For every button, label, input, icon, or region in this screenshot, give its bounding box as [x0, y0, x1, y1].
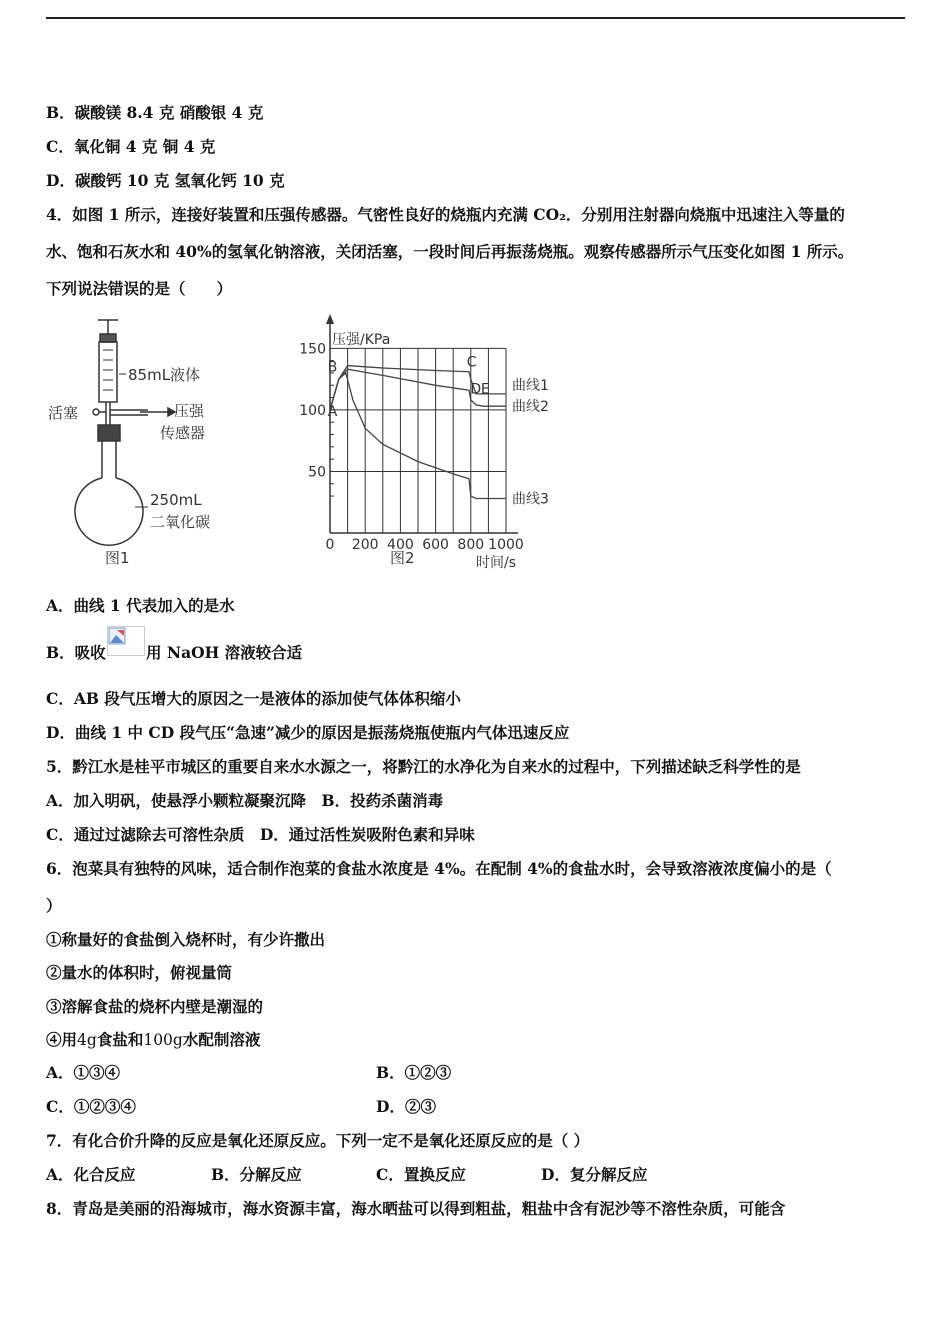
series-label-2: 曲线2 — [512, 399, 549, 416]
point-label-b: B — [327, 359, 338, 376]
q4-stem-line2: 水、饱和石灰水和 40%的氢氧化钠溶液，关闭活塞，一段时间后再振荡烧瓶。观察传感器所示气压变化如图 1 所示。 — [46, 242, 854, 261]
q4-stem-line3: 下列说法错误的是（ ） — [46, 279, 233, 298]
y-axis-label: 压强/KPa — [332, 332, 391, 348]
q6-item-4-b: 4g — [77, 1031, 97, 1049]
q5-options-cd: C．通过过滤除去可溶性杂质 D．通过活性炭吸附色素和异味 — [46, 825, 475, 844]
label-sensor-2: 传感器 — [160, 424, 206, 442]
q6-item-2: ②量水的体积时，俯视量筒 — [46, 963, 233, 982]
q6-option-a: A．①③④ — [46, 1063, 121, 1082]
label-valve: 活塞 — [48, 404, 79, 422]
label-gas-1: 250mL — [150, 491, 202, 509]
x-axis-label: 时间/s — [476, 555, 517, 571]
q4-option-d: D．曲线 1 中 CD 段气压“急速”减少的原因是振荡烧瓶使瓶内气体迅速反应 — [46, 723, 570, 742]
q7-option-b: B．分解反应 — [211, 1165, 302, 1184]
x-tick-label: 1000 — [488, 537, 524, 553]
q6-item-1: ①称量好的食盐倒入烧杯时，有少许撒出 — [46, 930, 326, 949]
plunger-head — [100, 334, 116, 342]
q6-item-4-c: 食盐和 — [96, 1030, 144, 1049]
y-tick-label: 50 — [308, 464, 326, 481]
stopper — [98, 425, 120, 441]
q4-option-b-pre: B．吸收 — [46, 643, 106, 662]
q4-option-a: A．曲线 1 代表加入的是水 — [46, 596, 235, 615]
q7-stem: 7．有化合价升降的反应是氧化还原反应。下列一定不是氧化还原反应的是（ ） — [46, 1131, 590, 1150]
y-tick-label: 150 — [299, 341, 326, 358]
q6-option-c: C．①②③④ — [46, 1097, 136, 1116]
q7-option-c: C．置换反应 — [376, 1165, 466, 1184]
q6-stem-end: ） — [46, 896, 62, 915]
series-label-3: 曲线3 — [512, 491, 549, 508]
y-axis-arrow — [326, 314, 334, 324]
q6-item-4 — [46, 1030, 260, 1050]
x-tick-label: 400 — [387, 537, 414, 553]
x-tick-label: 600 — [422, 537, 449, 553]
point-label-e: E — [480, 381, 490, 398]
q6-item-4-a: ④用 — [46, 1030, 78, 1049]
q6-option-b: B．①②③ — [376, 1063, 452, 1082]
q6-item-3: ③溶解食盐的烧杯内壁是潮湿的 — [46, 997, 264, 1016]
top-rule — [46, 17, 905, 19]
broken-image-glyph — [108, 627, 144, 655]
label-gas-2: 二氧化碳 — [150, 513, 211, 531]
q7-option-d: D．复分解反应 — [541, 1165, 648, 1184]
fig1-caption: 图1 — [105, 549, 130, 567]
syringe-barrel — [99, 342, 117, 402]
x-tick-label: 0 — [325, 537, 335, 553]
q3-option-c: C．氧化铜 4 克 铜 4 克 — [46, 137, 216, 156]
q4-option-b-post: 用 NaOH 溶液较合适 — [146, 643, 303, 662]
q3-option-d: D．碳酸钙 10 克 氢氧化钙 10 克 — [46, 171, 285, 190]
q6-option-d: D．②③ — [376, 1097, 436, 1116]
label-liquid: 85mL液体 — [128, 366, 201, 384]
q4-figure-svg — [40, 310, 580, 575]
q6-item-4-d: 100g — [143, 1031, 183, 1049]
q6-stem: 6．泡菜具有独特的风味，适合制作泡菜的食盐水浓度是 4%。在配制 4%的食盐水时，会导致溶液浓度偏小的是（ — [46, 859, 832, 878]
fig2-caption: 图2 — [390, 549, 415, 567]
label-sensor-1: 压强 — [174, 402, 205, 420]
point-label-c: C — [466, 354, 477, 371]
q4-stem-line1: 4．如图 1 所示，连接好装置和压强传感器。气密性良好的烧瓶内充满 CO₂．分别用注射器向烧瓶中迅速注入等量的 — [46, 205, 845, 224]
flask-bulb — [75, 478, 143, 545]
point-label-d: D — [470, 381, 482, 398]
x-tick-label: 800 — [457, 537, 485, 553]
series-label-1: 曲线1 — [512, 377, 549, 394]
q5-stem: 5．黔江水是桂平市城区的重要自来水水源之一，将黔江的水净化为自来水的过程中，下列描述缺乏科学性的是 — [46, 757, 801, 776]
q3-option-b: B．碳酸镁 8.4 克 硝酸银 4 克 — [46, 103, 264, 122]
q4-figure — [40, 310, 580, 575]
q6-item-4-e: 水配制溶液 — [182, 1030, 261, 1049]
q4-option-c: C．AB 段气压增大的原因之一是液体的添加使气体体积缩小 — [46, 689, 461, 708]
q5-options-ab: A．加入明矾，使悬浮小颗粒凝聚沉降 B．投药杀菌消毒 — [46, 791, 444, 810]
broken-image-icon — [107, 626, 145, 656]
pressure-chart — [299, 314, 549, 571]
valve-handle — [93, 409, 99, 415]
y-tick-label: 100 — [299, 402, 326, 419]
x-tick-label: 200 — [351, 537, 379, 553]
q8-stem: 8．青岛是美丽的沿海城市，海水资源丰富，海水晒盐可以得到粗盐，粗盐中含有泥沙等不溶性杂质，可能含 — [46, 1199, 786, 1218]
q7-option-a: A．化合反应 — [46, 1165, 136, 1184]
point-label-a: A — [327, 403, 338, 420]
